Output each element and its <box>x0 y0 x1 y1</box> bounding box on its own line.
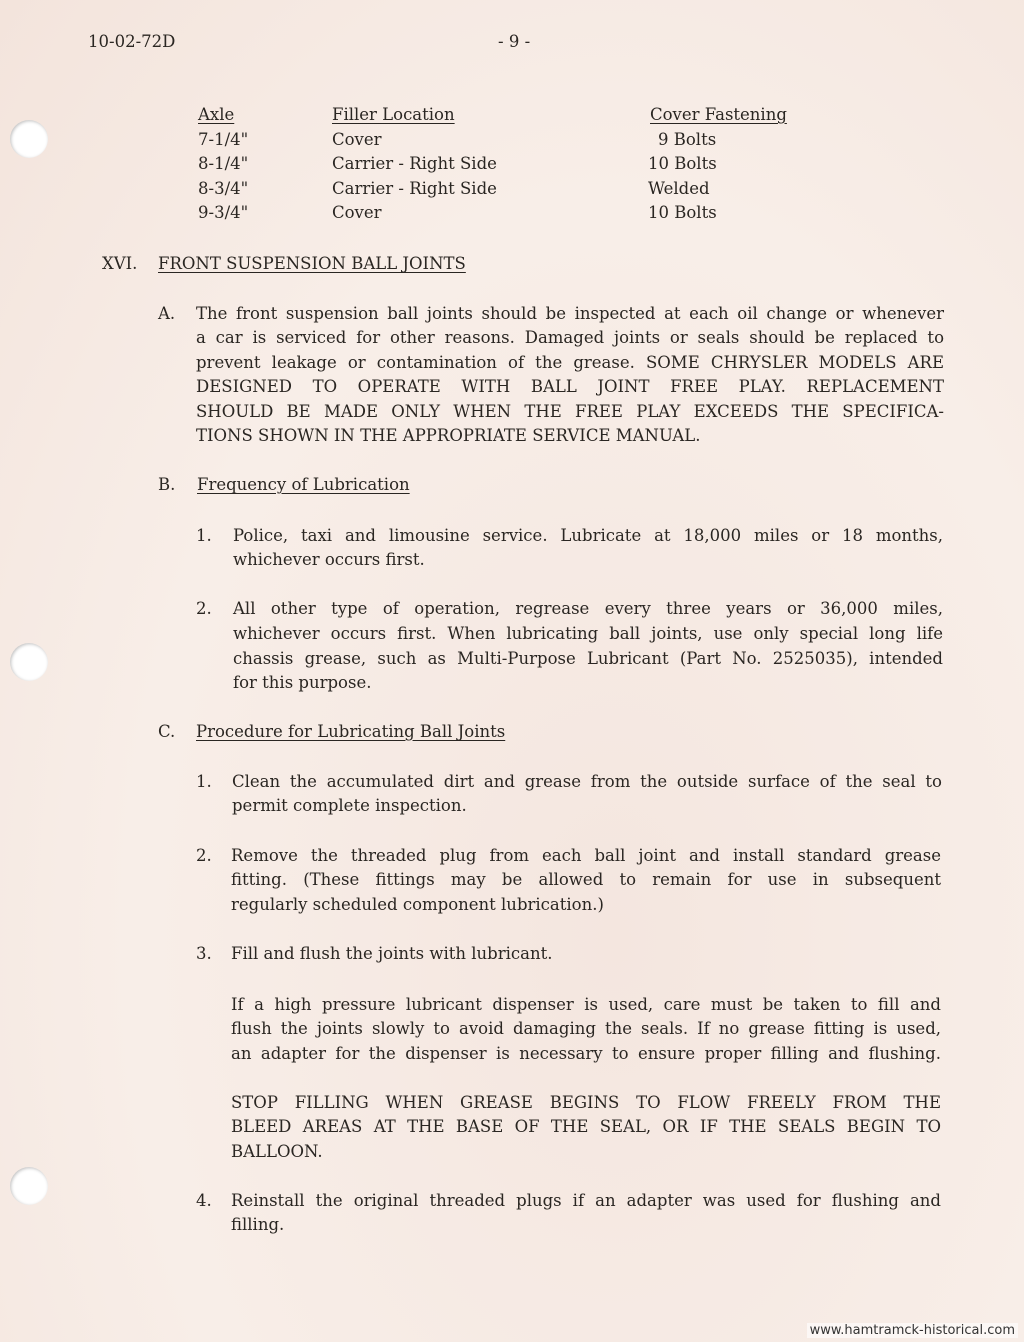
section-title: FRONT SUSPENSION BALL JOINTS <box>158 254 466 273</box>
text-line: BALLOON. <box>231 1142 323 1161</box>
text-line: Remove the threaded plug from each ball joint and install standard grease <box>231 846 941 865</box>
table-cell: 10 Bolts <box>648 203 717 222</box>
text-line: All other type of operation, regrease every three years or 36,000 miles, <box>233 599 943 618</box>
text-line: whichever occurs first. <box>233 550 425 569</box>
list-number: 1. <box>196 526 212 545</box>
table-header-axle: Axle <box>198 105 235 124</box>
table-cell: Welded <box>648 179 710 198</box>
table-cell: 10 Bolts <box>648 154 717 173</box>
subsection-label: C. <box>158 722 176 741</box>
table-cell: 9 Bolts <box>658 130 717 149</box>
watermark: www.hamtramck-historical.com <box>807 1323 1018 1338</box>
punch-hole <box>10 1167 48 1205</box>
text-line: Reinstall the original threaded plugs if an adapter was used for flushing and <box>231 1191 941 1210</box>
text-line: regularly scheduled component lubrication.) <box>231 895 604 914</box>
table-cell: 8-3/4" <box>198 179 249 198</box>
text-line: STOP FILLING WHEN GREASE BEGINS TO FLOW FREELY FROM THE <box>231 1093 941 1112</box>
subsection-label: B. <box>158 475 176 494</box>
text-line: The front suspension ball joints should be inspected at each oil change or whenever <box>196 304 944 323</box>
text-line: permit complete inspection. <box>232 796 467 815</box>
list-number: 1. <box>196 772 212 791</box>
table-cell: 7-1/4" <box>198 130 249 149</box>
text-line: Clean the accumulated dirt and grease from the outside surface of the seal to <box>232 772 942 791</box>
table-header-cover-fastening: Cover Fastening <box>650 105 787 124</box>
text-line: for this purpose. <box>233 673 372 692</box>
list-number: 3. <box>196 944 212 963</box>
text-line: Fill and flush the joints with lubricant. <box>231 944 553 963</box>
text-line: filling. <box>231 1215 285 1234</box>
subsection-title: Frequency of Lubrication <box>197 475 410 494</box>
table-cell: Carrier - Right Side <box>332 154 497 173</box>
table-cell: 8-1/4" <box>198 154 249 173</box>
text-line: DESIGNED TO OPERATE WITH BALL JOINT FREE PLAY. REPLACEMENT <box>196 377 944 396</box>
table-header-filler-location: Filler Location <box>332 105 455 124</box>
section-number: XVI. <box>102 254 138 273</box>
text-line: If a high pressure lubricant dispenser is used, care must be taken to fill and <box>231 995 941 1014</box>
text-line: prevent leakage or contamination of the grease. SOME CHRYSLER MODELS ARE <box>196 353 944 372</box>
punch-hole <box>10 120 48 158</box>
list-number: 2. <box>196 599 212 618</box>
table-cell: Carrier - Right Side <box>332 179 497 198</box>
table-cell: Cover <box>332 130 382 149</box>
text-line: BLEED AREAS AT THE BASE OF THE SEAL, OR IF THE SEALS BEGIN TO <box>231 1117 941 1136</box>
punch-hole <box>10 643 48 681</box>
text-line: flush the joints slowly to avoid damaging the seals. If no grease fitting is used, <box>231 1019 941 1038</box>
text-line: chassis grease, such as Multi-Purpose Lubricant (Part No. 2525035), intended <box>233 649 943 668</box>
text-line: a car is serviced for other reasons. Damaged joints or seals should be replaced to <box>196 328 944 347</box>
paragraph-label: A. <box>158 304 176 323</box>
text-line: Police, taxi and limousine service. Lubricate at 18,000 miles or 18 months, <box>233 526 943 545</box>
text-line: SHOULD BE MADE ONLY WHEN THE FREE PLAY EXCEEDS THE SPECIFICA- <box>196 402 944 421</box>
list-number: 4. <box>196 1191 212 1210</box>
page-number: - 9 - <box>498 32 531 51</box>
text-line: whichever occurs first. When lubricating ball joints, use only special long life <box>233 624 943 643</box>
text-line: TIONS SHOWN IN THE APPROPRIATE SERVICE MANUAL. <box>196 426 701 445</box>
doc-number: 10-02-72D <box>88 32 176 51</box>
list-number: 2. <box>196 846 212 865</box>
table-cell: 9-3/4" <box>198 203 249 222</box>
subsection-title: Procedure for Lubricating Ball Joints <box>196 722 506 741</box>
text-line: fitting. (These fittings may be allowed to remain for use in subsequent <box>231 870 941 889</box>
table-cell: Cover <box>332 203 382 222</box>
text-line: an adapter for the dispenser is necessary to ensure proper filling and flushing. <box>231 1044 941 1063</box>
